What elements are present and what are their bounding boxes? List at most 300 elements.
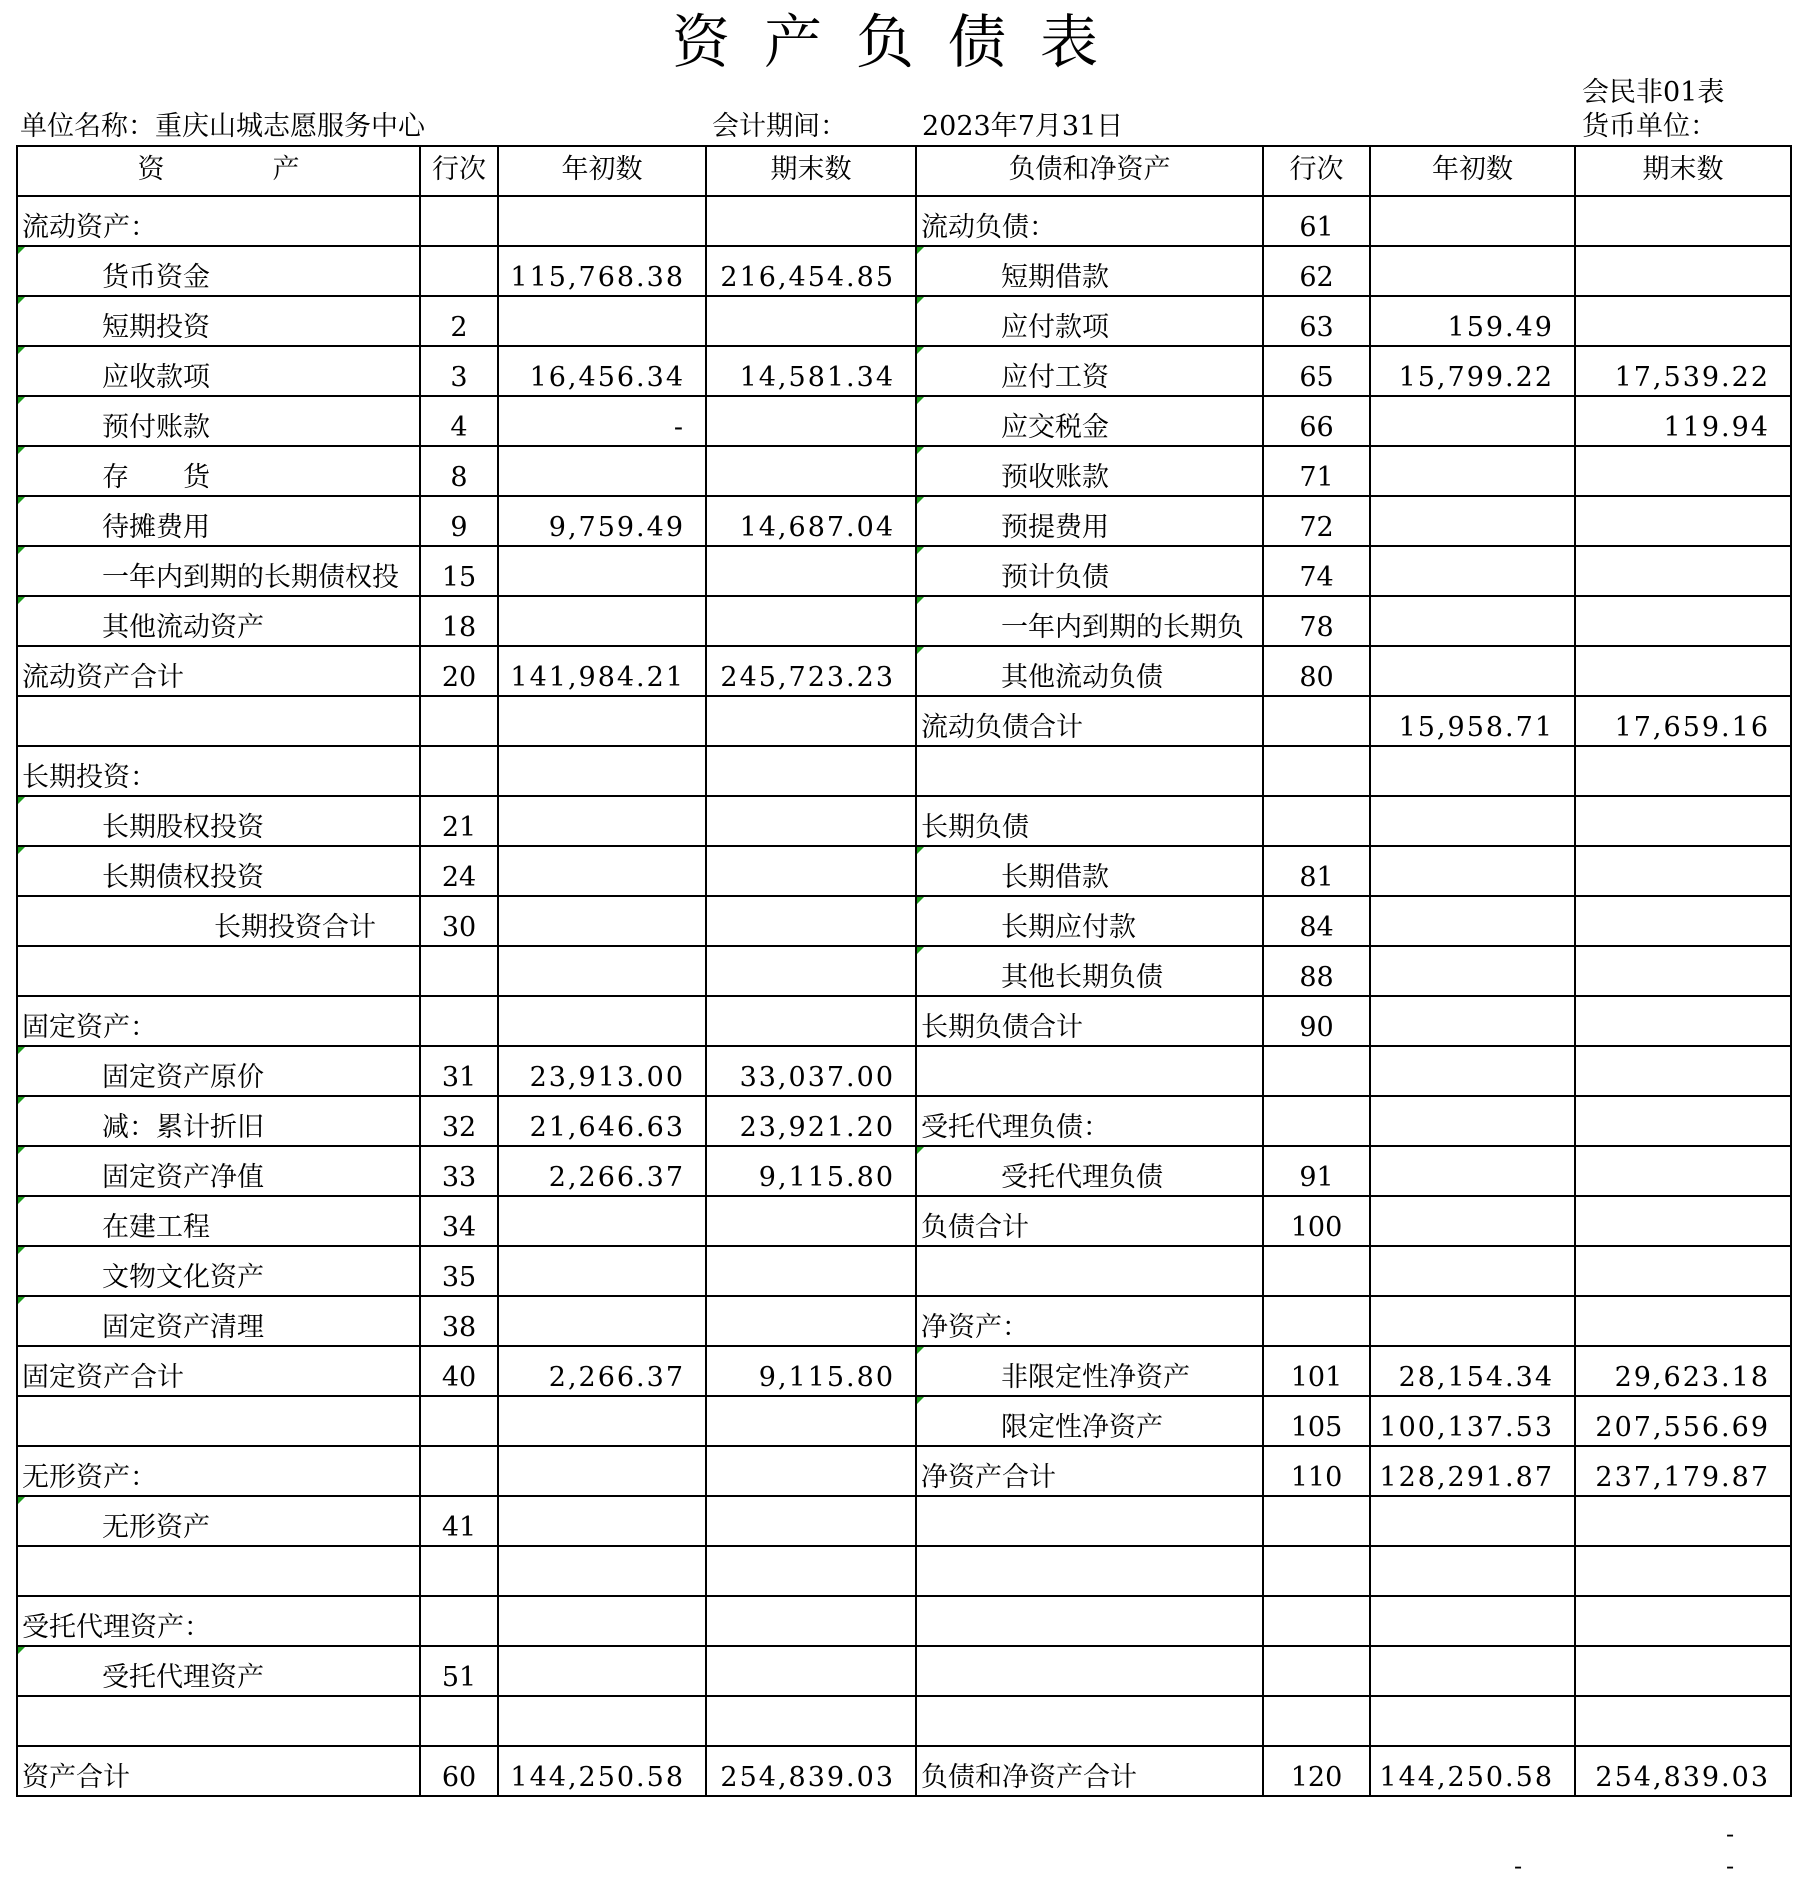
row-number <box>420 1396 498 1446</box>
row-number <box>420 196 498 246</box>
table-row <box>17 346 1791 396</box>
row-number: 65 <box>1263 346 1370 396</box>
end-amount <box>1575 746 1791 796</box>
begin-amount <box>1370 996 1575 1046</box>
begin-amount <box>1370 1646 1575 1696</box>
table-row <box>17 1346 1791 1396</box>
begin-amount <box>498 696 706 746</box>
row-number: 91 <box>1263 1146 1370 1196</box>
liability-item-name: 长期负债 <box>916 796 1263 846</box>
end-amount <box>1575 1496 1791 1546</box>
end-amount <box>706 696 916 746</box>
begin-amount <box>1370 546 1575 596</box>
liability-item-name: 短期借款 <box>916 246 1263 296</box>
asset-item-name: 长期股权投资 <box>17 796 420 846</box>
begin-amount <box>498 996 706 1046</box>
header-begin-right: 年初数 <box>1370 146 1575 196</box>
end-amount <box>706 1496 916 1546</box>
end-amount <box>1575 1696 1791 1746</box>
table-row <box>17 1396 1791 1446</box>
liability-item-name: 预计负债 <box>916 546 1263 596</box>
begin-amount <box>498 446 706 496</box>
header-row-no-right: 行次 <box>1263 146 1370 196</box>
begin-amount <box>1370 1146 1575 1196</box>
asset-item-name <box>17 1696 420 1746</box>
table-row <box>17 696 1791 746</box>
end-amount <box>1575 946 1791 996</box>
table-row <box>17 596 1791 646</box>
end-amount: 119.94 <box>1575 396 1791 446</box>
row-number: 2 <box>420 296 498 346</box>
table-row <box>17 1746 1791 1796</box>
table-row <box>17 296 1791 346</box>
asset-item-name: 资产合计 <box>17 1746 420 1796</box>
begin-amount <box>498 1496 706 1546</box>
begin-amount <box>1370 796 1575 846</box>
row-number: 78 <box>1263 596 1370 646</box>
begin-amount <box>1370 596 1575 646</box>
table-row <box>17 446 1791 496</box>
begin-amount <box>498 946 706 996</box>
row-number <box>420 696 498 746</box>
begin-amount <box>498 746 706 796</box>
end-amount: 14,581.34 <box>706 346 916 396</box>
end-amount <box>706 446 916 496</box>
begin-amount <box>498 196 706 246</box>
liability-item-name <box>916 1046 1263 1096</box>
table-row <box>17 546 1791 596</box>
end-amount <box>706 1596 916 1646</box>
footer-mark-2: - <box>1514 1852 1523 1880</box>
end-amount <box>706 846 916 896</box>
row-number: 21 <box>420 796 498 846</box>
row-number <box>1263 1096 1370 1146</box>
row-number <box>1263 1696 1370 1746</box>
begin-amount <box>1370 246 1575 296</box>
asset-item-name: 受托代理资产： <box>17 1596 420 1646</box>
asset-item-name: 固定资产原价 <box>17 1046 420 1096</box>
row-number: 18 <box>420 596 498 646</box>
liability-item-name: 负债和净资产合计 <box>916 1746 1263 1796</box>
end-amount <box>1575 996 1791 1046</box>
table-row <box>17 1196 1791 1246</box>
row-number <box>420 1446 498 1496</box>
liability-item-name: 受托代理负债： <box>916 1096 1263 1146</box>
row-number: 31 <box>420 1046 498 1096</box>
end-amount <box>1575 1646 1791 1696</box>
end-amount: 216,454.85 <box>706 246 916 296</box>
row-number: 51 <box>420 1646 498 1696</box>
end-amount <box>1575 1296 1791 1346</box>
begin-amount <box>498 1646 706 1696</box>
end-amount: 17,659.16 <box>1575 696 1791 746</box>
liability-item-name <box>916 1646 1263 1696</box>
asset-item-name: 应收款项 <box>17 346 420 396</box>
begin-amount <box>1370 946 1575 996</box>
row-number: 35 <box>420 1246 498 1296</box>
header-assets: 资 产 <box>17 146 420 196</box>
begin-amount: 144,250.58 <box>498 1746 706 1796</box>
table-row <box>17 996 1791 1046</box>
end-amount <box>706 896 916 946</box>
row-number <box>420 996 498 1046</box>
liability-item-name: 其他长期负债 <box>916 946 1263 996</box>
asset-item-name: 长期投资： <box>17 746 420 796</box>
end-amount <box>1575 896 1791 946</box>
unit-name: 单位名称：重庆山城志愿服务中心 <box>20 111 425 142</box>
begin-amount <box>498 1596 706 1646</box>
asset-item-name: 减：累计折旧 <box>17 1096 420 1146</box>
liability-item-name: 流动负债合计 <box>916 696 1263 746</box>
asset-item-name: 受托代理资产 <box>17 1646 420 1696</box>
row-number: 60 <box>420 1746 498 1796</box>
begin-amount <box>1370 1046 1575 1096</box>
asset-item-name: 流动资产合计 <box>17 646 420 696</box>
begin-amount <box>498 1246 706 1296</box>
table-row <box>17 746 1791 796</box>
begin-amount <box>1370 496 1575 546</box>
begin-amount <box>1370 196 1575 246</box>
begin-amount <box>1370 746 1575 796</box>
table-row <box>17 796 1791 846</box>
table-row <box>17 1496 1791 1546</box>
row-number: 100 <box>1263 1196 1370 1246</box>
footer-mark-1: - <box>1726 1820 1735 1848</box>
begin-amount <box>498 1396 706 1446</box>
begin-amount: 28,154.34 <box>1370 1346 1575 1396</box>
row-number <box>1263 1046 1370 1096</box>
begin-amount: 16,456.34 <box>498 346 706 396</box>
row-number <box>1263 1296 1370 1346</box>
row-number: 120 <box>1263 1746 1370 1796</box>
asset-item-name: 其他流动资产 <box>17 596 420 646</box>
end-amount <box>706 546 916 596</box>
end-amount: 29,623.18 <box>1575 1346 1791 1396</box>
asset-item-name: 短期投资 <box>17 296 420 346</box>
begin-amount: 15,799.22 <box>1370 346 1575 396</box>
liability-item-name: 流动负债： <box>916 196 1263 246</box>
row-number: 3 <box>420 346 498 396</box>
end-amount <box>1575 1196 1791 1246</box>
begin-amount: 15,958.71 <box>1370 696 1575 746</box>
end-amount: 14,687.04 <box>706 496 916 546</box>
row-number <box>420 246 498 296</box>
table-row <box>17 1246 1791 1296</box>
begin-amount: 100,137.53 <box>1370 1396 1575 1446</box>
table-row <box>17 196 1791 246</box>
asset-item-name: 长期债权投资 <box>17 846 420 896</box>
asset-item-name: 固定资产： <box>17 996 420 1046</box>
table-row <box>17 496 1791 546</box>
asset-item-name <box>17 1396 420 1446</box>
begin-amount <box>1370 846 1575 896</box>
table-header-row <box>17 146 1791 196</box>
end-amount <box>706 196 916 246</box>
end-amount <box>706 1396 916 1446</box>
liability-item-name: 限定性净资产 <box>916 1396 1263 1446</box>
begin-amount <box>1370 1546 1575 1596</box>
begin-amount: 159.49 <box>1370 296 1575 346</box>
table-row <box>17 1146 1791 1196</box>
liability-item-name: 应交税金 <box>916 396 1263 446</box>
liability-item-name: 净资产： <box>916 1296 1263 1346</box>
table-row <box>17 1446 1791 1496</box>
asset-item-name: 无形资产 <box>17 1496 420 1546</box>
row-number: 66 <box>1263 396 1370 446</box>
end-amount <box>1575 1596 1791 1646</box>
row-number <box>420 1596 498 1646</box>
table-row <box>17 646 1791 696</box>
header-row-no: 行次 <box>420 146 498 196</box>
liability-item-name: 预提费用 <box>916 496 1263 546</box>
end-amount: 17,539.22 <box>1575 346 1791 396</box>
end-amount <box>706 996 916 1046</box>
footer-mark-3: - <box>1726 1852 1735 1880</box>
begin-amount <box>498 846 706 896</box>
asset-item-name: 一年内到期的长期债权投 <box>17 546 420 596</box>
end-amount <box>1575 846 1791 896</box>
header-begin: 年初数 <box>498 146 706 196</box>
end-amount <box>706 1546 916 1596</box>
liability-item-name: 应付款项 <box>916 296 1263 346</box>
table-row <box>17 1596 1791 1646</box>
row-number: 63 <box>1263 296 1370 346</box>
asset-item-name: 固定资产净值 <box>17 1146 420 1196</box>
header-liabilities: 负债和净资产 <box>916 146 1263 196</box>
liability-item-name: 净资产合计 <box>916 1446 1263 1496</box>
report-title: 资产负债表 <box>671 8 1132 76</box>
end-amount: 9,115.80 <box>706 1346 916 1396</box>
begin-amount <box>1370 396 1575 446</box>
row-number: 71 <box>1263 446 1370 496</box>
asset-item-name: 流动资产： <box>17 196 420 246</box>
row-number: 88 <box>1263 946 1370 996</box>
row-number: 24 <box>420 846 498 896</box>
row-number: 101 <box>1263 1346 1370 1396</box>
begin-amount <box>1370 1246 1575 1296</box>
end-amount: 245,723.23 <box>706 646 916 696</box>
asset-item-name <box>17 696 420 746</box>
row-number <box>420 746 498 796</box>
end-amount <box>1575 296 1791 346</box>
liability-item-name: 长期负债合计 <box>916 996 1263 1046</box>
table-row <box>17 896 1791 946</box>
end-amount <box>1575 1546 1791 1596</box>
end-amount: 33,037.00 <box>706 1046 916 1096</box>
row-number <box>1263 746 1370 796</box>
table-row <box>17 1046 1791 1096</box>
liability-item-name: 负债合计 <box>916 1196 1263 1246</box>
row-number: 20 <box>420 646 498 696</box>
end-amount <box>1575 1246 1791 1296</box>
end-amount: 23,921.20 <box>706 1096 916 1146</box>
liability-item-name: 一年内到期的长期负 <box>916 596 1263 646</box>
begin-amount <box>498 1196 706 1246</box>
table-row <box>17 1296 1791 1346</box>
row-number: 8 <box>420 446 498 496</box>
begin-amount: 128,291.87 <box>1370 1446 1575 1496</box>
header-end-right: 期末数 <box>1575 146 1791 196</box>
begin-amount: 2,266.37 <box>498 1346 706 1396</box>
begin-amount <box>498 546 706 596</box>
end-amount: 237,179.87 <box>1575 1446 1791 1496</box>
end-amount <box>1575 796 1791 846</box>
end-amount <box>1575 1146 1791 1196</box>
period-value: 2023年7月31日 <box>922 111 1124 142</box>
row-number <box>1263 1246 1370 1296</box>
begin-amount <box>1370 446 1575 496</box>
end-amount: 9,115.80 <box>706 1146 916 1196</box>
end-amount <box>706 1446 916 1496</box>
row-number <box>420 946 498 996</box>
table-row <box>17 1646 1791 1696</box>
row-number: 33 <box>420 1146 498 1196</box>
end-amount <box>1575 446 1791 496</box>
table-row <box>17 1546 1791 1596</box>
begin-amount <box>1370 1496 1575 1546</box>
liability-item-name: 长期借款 <box>916 846 1263 896</box>
row-number: 81 <box>1263 846 1370 896</box>
end-amount <box>706 1296 916 1346</box>
row-number: 4 <box>420 396 498 446</box>
end-amount: 254,839.03 <box>1575 1746 1791 1796</box>
begin-amount <box>498 1446 706 1496</box>
liability-item-name: 受托代理负债 <box>916 1146 1263 1196</box>
period-label: 会计期间： <box>712 111 847 142</box>
end-amount <box>706 1646 916 1696</box>
asset-item-name <box>17 946 420 996</box>
liability-item-name: 预收账款 <box>916 446 1263 496</box>
begin-amount: 141,984.21 <box>498 646 706 696</box>
row-number <box>1263 696 1370 746</box>
row-number: 41 <box>420 1496 498 1546</box>
asset-item-name: 无形资产： <box>17 1446 420 1496</box>
table-row <box>17 846 1791 896</box>
begin-amount: 2,266.37 <box>498 1146 706 1196</box>
asset-item-name: 待摊费用 <box>17 496 420 546</box>
row-number: 34 <box>420 1196 498 1246</box>
begin-amount <box>1370 1696 1575 1746</box>
row-number: 32 <box>420 1096 498 1146</box>
begin-amount: 144,250.58 <box>1370 1746 1575 1796</box>
asset-item-name: 预付账款 <box>17 396 420 446</box>
liability-item-name <box>916 1546 1263 1596</box>
row-number <box>1263 1546 1370 1596</box>
liability-item-name <box>916 1246 1263 1296</box>
end-amount <box>706 1696 916 1746</box>
begin-amount <box>498 796 706 846</box>
form-code: 会民非01表 <box>1582 77 1725 108</box>
begin-amount <box>1370 896 1575 946</box>
liability-item-name <box>916 746 1263 796</box>
table-row <box>17 946 1791 996</box>
end-amount <box>706 1196 916 1246</box>
row-number <box>1263 1496 1370 1546</box>
row-number: 15 <box>420 546 498 596</box>
begin-amount: 23,913.00 <box>498 1046 706 1096</box>
begin-amount <box>1370 1596 1575 1646</box>
row-number: 74 <box>1263 546 1370 596</box>
asset-item-name: 文物文化资产 <box>17 1246 420 1296</box>
currency-label: 货币单位： <box>1582 111 1717 142</box>
begin-amount: 9,759.49 <box>498 496 706 546</box>
begin-amount <box>498 596 706 646</box>
end-amount <box>1575 196 1791 246</box>
row-number <box>420 1696 498 1746</box>
row-number: 90 <box>1263 996 1370 1046</box>
end-amount <box>706 1246 916 1296</box>
end-amount <box>1575 546 1791 596</box>
begin-amount: - <box>498 396 706 446</box>
row-number: 62 <box>1263 246 1370 296</box>
begin-amount <box>498 896 706 946</box>
end-amount <box>1575 1096 1791 1146</box>
asset-item-name: 固定资产合计 <box>17 1346 420 1396</box>
row-number: 105 <box>1263 1396 1370 1446</box>
row-number: 9 <box>420 496 498 546</box>
asset-item-name: 货币资金 <box>17 246 420 296</box>
row-number: 80 <box>1263 646 1370 696</box>
row-number <box>1263 796 1370 846</box>
begin-amount <box>498 1546 706 1596</box>
table-row <box>17 396 1791 446</box>
liability-item-name <box>916 1696 1263 1746</box>
begin-amount: 115,768.38 <box>498 246 706 296</box>
liability-item-name: 应付工资 <box>916 346 1263 396</box>
row-number: 84 <box>1263 896 1370 946</box>
end-amount <box>1575 646 1791 696</box>
begin-amount <box>498 1296 706 1346</box>
end-amount <box>1575 1046 1791 1096</box>
row-number: 110 <box>1263 1446 1370 1496</box>
end-amount <box>706 796 916 846</box>
end-amount <box>1575 246 1791 296</box>
begin-amount <box>1370 1196 1575 1246</box>
header-end: 期末数 <box>706 146 916 196</box>
asset-item-name: 长期投资合计 <box>17 896 420 946</box>
end-amount: 207,556.69 <box>1575 1396 1791 1446</box>
end-amount <box>706 396 916 446</box>
row-number: 61 <box>1263 196 1370 246</box>
row-number <box>1263 1646 1370 1696</box>
liability-item-name: 其他流动负债 <box>916 646 1263 696</box>
begin-amount <box>1370 1096 1575 1146</box>
balance-sheet-table <box>16 145 1792 1797</box>
begin-amount <box>498 296 706 346</box>
liability-item-name <box>916 1496 1263 1546</box>
asset-item-name <box>17 1546 420 1596</box>
row-number <box>420 1546 498 1596</box>
end-amount <box>706 596 916 646</box>
end-amount <box>706 946 916 996</box>
row-number: 72 <box>1263 496 1370 546</box>
asset-item-name: 存 货 <box>17 446 420 496</box>
begin-amount <box>1370 1296 1575 1346</box>
begin-amount <box>1370 646 1575 696</box>
end-amount <box>1575 596 1791 646</box>
begin-amount <box>498 1696 706 1746</box>
end-amount: 254,839.03 <box>706 1746 916 1796</box>
table-row <box>17 246 1791 296</box>
liability-item-name: 非限定性净资产 <box>916 1346 1263 1396</box>
asset-item-name: 在建工程 <box>17 1196 420 1246</box>
table-row <box>17 1096 1791 1146</box>
table-row <box>17 1696 1791 1746</box>
asset-item-name: 固定资产清理 <box>17 1296 420 1346</box>
end-amount <box>706 746 916 796</box>
end-amount <box>1575 496 1791 546</box>
begin-amount: 21,646.63 <box>498 1096 706 1146</box>
